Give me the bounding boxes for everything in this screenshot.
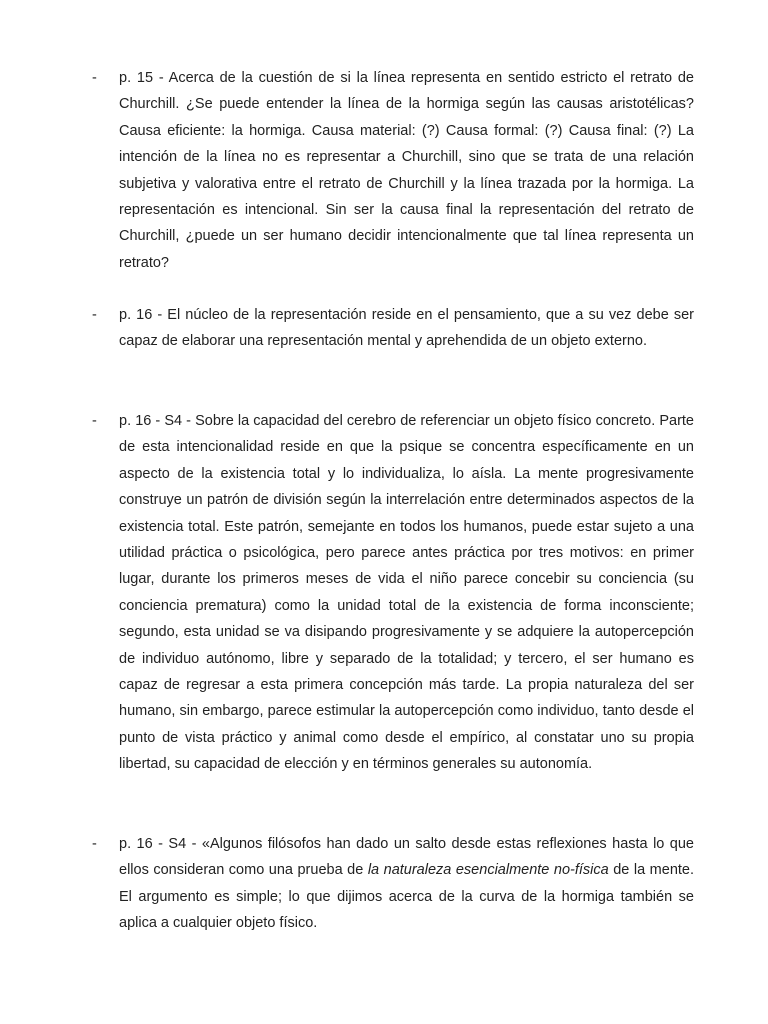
note-text-part: de la mente. El argumento es simple; lo que dijimos acerca de la curva de la hormiga también se aplica a cualquier objeto físico. bbox=[119, 862, 695, 932]
note-text: p. 15 - Acerca de la cuestión de si la línea representa en sentido estricto el retrato de Churchill. ¿Se puede entender la línea de la hormiga según las causas aristotélicas? Causa eficiente: la hormiga. Causa material: (?) Causa formal: (?) Causa final: (?) La intención de la línea no es representar a Churchill, sino que se trata de una relación subjetiva y valorativa entre el retrato de Churchill y la línea trazada por la hormiga. La representación es intencional. Sin ser la causa final la representación del retrato de Churchill, ¿puede un ser humano decidir intencionalmente que tal línea representa un retrato? bbox=[119, 70, 694, 271]
note-item bbox=[92, 408, 694, 778]
note-item bbox=[92, 65, 694, 276]
bullet-dash: - bbox=[92, 70, 97, 86]
note-item bbox=[92, 831, 694, 937]
bullet-dash: - bbox=[92, 413, 97, 429]
note-text: p. 16 - S4 - Sobre la capacidad del cerebro de referenciar un objeto físico concreto. Parte de esta intencionalidad reside en que la psique se concentra específicamente en un aspecto de la existencia total y lo individualiza, lo aísla. La mente progresivamente construye un patrón de división según la interrelación entre determinados aspectos de la existencia total. Este patrón, semejante en todos los humanos, puede estar sujeto a una utilidad práctica o psicológica, pero parece antes práctica por tres motivos: en primer lugar, durante los primeros meses de vida el niño parece concebir su conciencia (su conciencia prematura) como la unidad total de la existencia de forma inconsciente; segundo, esta unidad se va disipando progresivamente y se adquiere la autopercepción de individuo autónomo, libre y separado de la totalidad; y tercero, el ser humano es capaz de regresar a esta primera concepción más tarde. La propia naturaleza del ser humano, sin embargo, parece estimular la autopercepción como individuo, tanto desde el punto de vista práctico y animal como desde el empírico, al constatar uno su propia libertad, su capacidad de elección y en términos generales su autonomía. bbox=[119, 413, 694, 773]
note-text-part: p. 16 - S4 - «Algunos filósofos han dado un salto desde estas reflexiones hasta lo que ellos consideran como una prueba de bbox=[119, 836, 694, 879]
note-text-italic: la naturaleza esencialmente no-física bbox=[367, 862, 609, 879]
bullet-dash: - bbox=[92, 836, 97, 852]
note-item bbox=[92, 302, 694, 355]
note-text bbox=[119, 831, 694, 937]
note-text: p. 16 - El núcleo de la representación reside en el pensamiento, que a su vez debe ser capaz de elaborar una representación mental y aprehendida de un objeto externo. bbox=[119, 307, 694, 350]
bullet-dash: - bbox=[92, 307, 97, 323]
